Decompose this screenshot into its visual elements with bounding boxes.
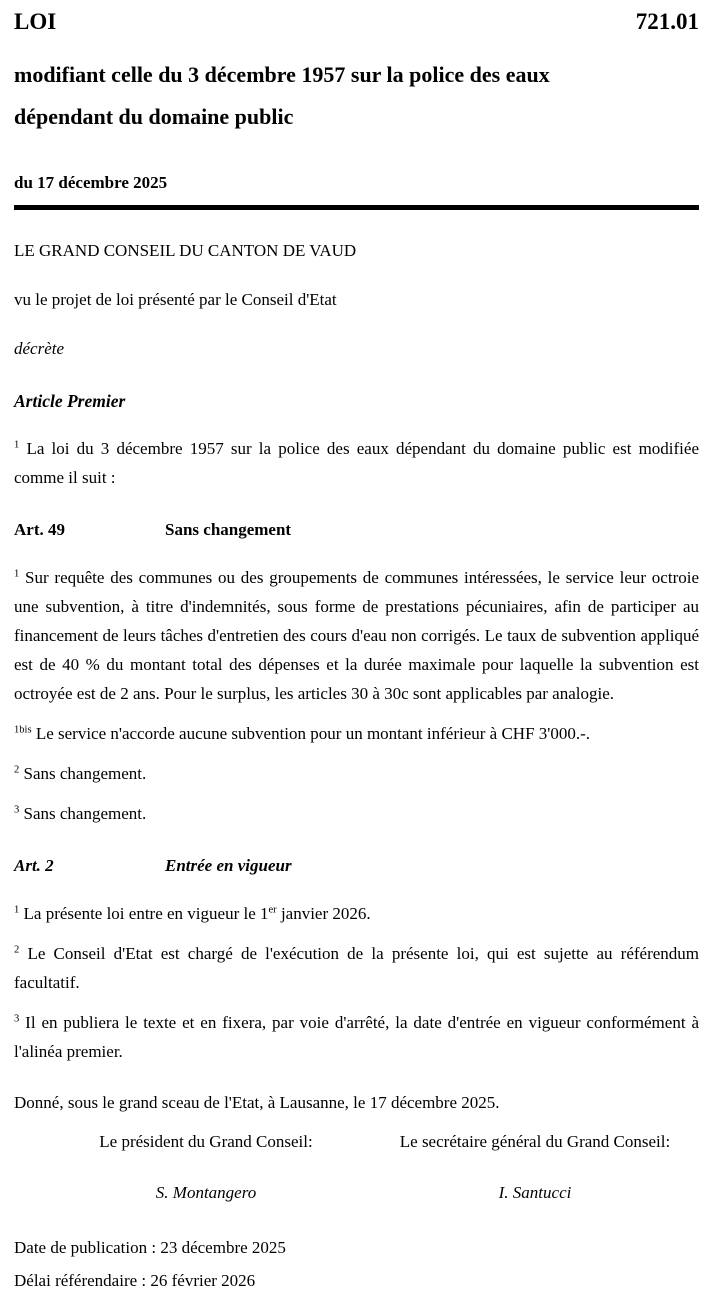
- art-2-label: Art. 2: [14, 856, 54, 875]
- paragraph-marker: 3: [14, 1013, 20, 1025]
- article-premier-paragraph: [14, 434, 699, 492]
- signature-name: S. Montangero: [155, 1183, 257, 1202]
- paragraph-marker: 1bis: [14, 724, 32, 736]
- paragraph-marker: 3: [14, 804, 20, 816]
- art-49-paragraph-1bis: [14, 719, 699, 748]
- signature-name: I. Santucci: [498, 1183, 572, 1202]
- art-2-paragraph-2: [14, 939, 699, 997]
- art-2-paragraph-1: [14, 899, 699, 928]
- signature-secretary: [389, 1130, 681, 1205]
- art-49-label: Art. 49: [14, 520, 65, 539]
- closing-statement: Donné, sous le grand sceau de l'Etat, à Lausanne, le 17 décembre 2025.: [14, 1093, 500, 1112]
- publication-footer: [14, 1231, 699, 1297]
- preamble-council: LE GRAND CONSEIL DU CANTON DE VAUD: [14, 241, 357, 260]
- enactment-date: du 17 décembre 2025: [14, 173, 168, 192]
- art-2-title: Entrée en vigueur: [165, 856, 292, 875]
- art-2-heading: [14, 855, 699, 877]
- paragraph-marker: 1: [14, 439, 20, 451]
- paragraph-marker: 2: [14, 944, 20, 956]
- paragraph-marker: 1: [14, 568, 20, 580]
- signature-president: [36, 1130, 376, 1205]
- paragraph-text-post: janvier 2026.: [276, 904, 371, 923]
- art-49-title: Sans changement: [165, 520, 292, 539]
- paragraph-text: Sur requête des communes ou des groupements de communes intéressées, le service leur octroie une subvention, à titre d'indemnités, sous forme de prestations pécuniaires, afin de participer au financement de leurs tâches d'entretien des cours d'eau non corrigés. Le taux de subvention appliqué est de 40 % du montant total des dépenses et la durée maximale pour laquelle la subvention est octroyée est de 2 ans. Pour le surplus, les articles 30 à 30c sont applicables par analogie.: [14, 568, 699, 703]
- art-49-paragraph-2: [14, 759, 699, 788]
- paragraph-text: La loi du 3 décembre 1957 sur la police des eaux dépendant du domaine public est modifiée comme il suit :: [14, 439, 699, 487]
- divider-rule: [14, 205, 699, 210]
- paragraph-marker: 2: [14, 764, 20, 776]
- paragraph-text: Sans changement.: [23, 764, 147, 783]
- article-premier-heading: Article Premier: [14, 391, 126, 411]
- art-49-paragraph-1: [14, 563, 699, 708]
- preamble-project: vu le projet de loi présenté par le Conseil d'Etat: [14, 290, 337, 309]
- signature-block: [14, 1130, 699, 1205]
- doc-number: 721.01: [635, 9, 699, 34]
- paragraph-text: Le service n'accorde aucune subvention pour un montant inférieur à CHF 3'000.-.: [35, 724, 591, 743]
- signature-title: Le secrétaire général du Grand Conseil:: [399, 1132, 671, 1151]
- document-header: [14, 8, 699, 36]
- art-49-paragraph-3: [14, 799, 699, 828]
- paragraph-text: Le Conseil d'Etat est chargé de l'exécution de la présente loi, qui est sujette au référendum facultatif.: [14, 944, 700, 992]
- doc-type-label: LOI: [14, 9, 57, 34]
- paragraph-text: Sans changement.: [23, 804, 147, 823]
- signature-title: Le président du Grand Conseil:: [99, 1132, 313, 1151]
- paragraph-text: Il en publiera le texte et en fixera, par voie d'arrêté, la date d'entrée en vigueur conformément à l'alinéa premier.: [14, 1013, 699, 1061]
- page-title: modifiant celle du 3 décembre 1957 sur la police des eaux dépendant du domaine public: [14, 62, 550, 129]
- ordinal-superscript: er: [268, 904, 277, 916]
- referendum-deadline-line: Délai référendaire : 26 février 2026: [14, 1271, 256, 1290]
- art-49-heading: [14, 519, 699, 541]
- preamble-decree: décrète: [14, 339, 65, 358]
- art-2-paragraph-3: [14, 1008, 699, 1066]
- publication-date-line: Date de publication : 23 décembre 2025: [14, 1238, 286, 1257]
- paragraph-marker: 1: [14, 904, 20, 916]
- paragraph-text-pre: La présente loi entre en vigueur le 1: [23, 904, 269, 923]
